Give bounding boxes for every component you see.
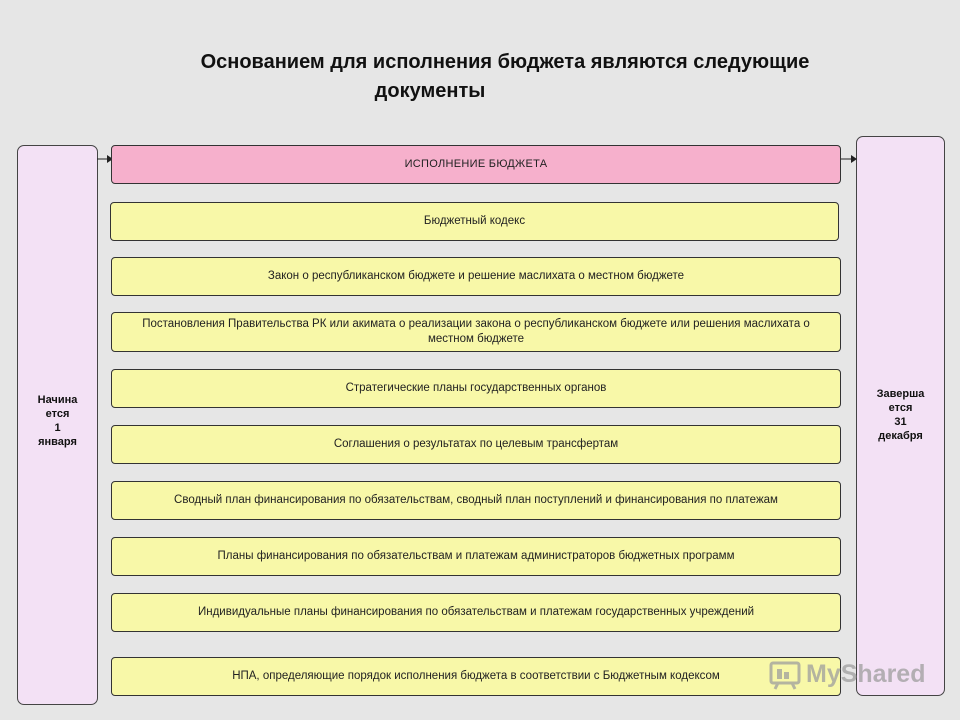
start-date-box — [17, 145, 98, 705]
document-label-8: Индивидуальные планы финансирования по обязательствам и платежам государственных учреждений — [197, 606, 755, 618]
presentation-icon — [768, 657, 802, 691]
title-line-2: документы — [374, 80, 486, 102]
end-date-box — [856, 136, 945, 696]
budget-execution-label: ИСПОЛНЕНИЕ БЮДЖЕТА — [404, 158, 548, 170]
end-label-1: Заверша — [876, 388, 925, 400]
start-label-3: 1 — [54, 422, 61, 434]
end-label-3: 31 — [894, 416, 907, 428]
document-label-5: Соглашения о результатах по целевым трансфертам — [333, 438, 619, 450]
document-label-4: Стратегические планы государственных органов — [345, 382, 607, 394]
myshared-watermark — [768, 654, 925, 694]
document-label-1: Бюджетный кодекс — [423, 215, 526, 227]
document-box-6 — [111, 481, 841, 520]
arrow-right-connector — [840, 152, 860, 166]
document-label-2: Закон о республиканском бюджете и решение маслихата о местном бюджете — [267, 270, 685, 282]
end-label-4: декабря — [878, 430, 923, 442]
budget-execution-box — [111, 145, 841, 184]
start-label-1: Начина — [37, 394, 78, 406]
document-box-3 — [111, 312, 841, 352]
document-label-3: Постановления Правительства РК или акимата о реализации закона о республиканском бюджете или решения маслихата о местном бюджете — [142, 318, 810, 345]
document-box-7 — [111, 537, 841, 576]
watermark-text: MyShared — [806, 659, 926, 688]
document-label-7: Планы финансирования по обязательствам и платежам администраторов бюджетных программ — [217, 550, 735, 562]
start-label-2: ется — [45, 408, 70, 420]
document-box-4 — [111, 369, 841, 408]
title-line-1: Основанием для исполнения бюджета являются следующие — [200, 51, 810, 73]
end-label-2: ется — [888, 402, 913, 414]
document-box-1 — [110, 202, 839, 241]
document-box-9 — [111, 657, 841, 696]
document-label-6: Сводный план финансирования по обязательствам, сводный план поступлений и финансирования по платежам — [174, 494, 778, 506]
document-box-8 — [111, 593, 841, 632]
document-box-2 — [111, 257, 841, 296]
document-box-5 — [111, 425, 841, 464]
document-label-9: НПА, определяющие порядок исполнения бюджета в соответствии с Бюджетным кодексом — [232, 670, 720, 682]
slide-title — [110, 48, 900, 106]
start-label-4: января — [38, 436, 77, 448]
